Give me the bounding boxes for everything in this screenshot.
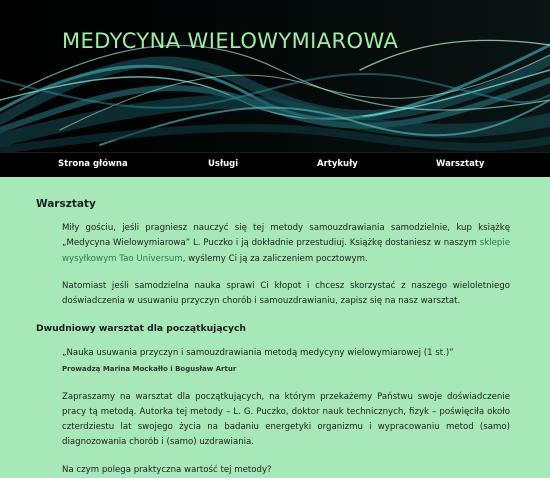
page-heading: Warsztaty: [36, 198, 96, 210]
banner-wave-graphic: [0, 0, 550, 152]
workshop-invite-paragraph: Natomiast jeśli samodzielna nauka sprawi Ci kłopot i chcesz skorzystać z naszego wieloletniego doświadczenia w usuwaniu przyczyn chorób i samouzdrawianiu, zapisz się na nasz warsztat.: [62, 280, 510, 307]
intro-paragraph: [36, 221, 510, 267]
nav-item-home[interactable]: Strona główna: [58, 159, 128, 169]
method-question-paragraph: Na czym polega praktyczna wartość tej metody?: [62, 464, 272, 475]
workshop-subheading: Dwudniowy warsztat dla początkujących: [36, 323, 246, 335]
workshop-title: „Nauka usuwania przyczyn i samouzdrawiania metodą medycyny wielowymiarowej (1 st.)”: [62, 348, 454, 359]
intro-text-after: , wyślemy Ci ją za zaliczeniem pocztowym.: [182, 253, 368, 264]
main-content: [0, 177, 550, 478]
intro-text-before: Miły gościu, jeśli pragniesz nauczyć się tej metody samouzdrawiania samodzielnie, kup książkę „Medycyna Wielowymiarowa” L. Puczko i ją dokładnie przestudiuj. Książkę dostaniesz w naszym: [62, 223, 510, 249]
workshop-instructors: Prowadzą Marina Mockałło i Bogusław Artur: [62, 364, 237, 373]
site-title: MEDYCYNA WIELOWYMIAROWA: [62, 29, 399, 53]
nav-item-articles[interactable]: Artykuły: [317, 159, 358, 169]
main-navigation: [0, 152, 550, 177]
header-banner: [0, 0, 550, 152]
nav-item-workshops[interactable]: Warsztaty: [436, 159, 485, 169]
nav-item-services[interactable]: Usługi: [208, 159, 239, 169]
workshop-description-paragraph: Zapraszamy na warsztat dla początkujących, na którym przekażemy Państwu swoje doświadczenie pracy tą metodą. Autorka tej metody – L. G. Puczko, doktor nauk technicznych, fizyk – poświęciła około czterdziestu lat swojego życia na badaniu energetyki organizmu i wypracowaniu metod (samo) diagnozowania chorób i (samo) uzdrawiania.: [62, 391, 510, 448]
shop-link[interactable]: sklepie wysyłkowym Tao Universum: [62, 238, 510, 264]
